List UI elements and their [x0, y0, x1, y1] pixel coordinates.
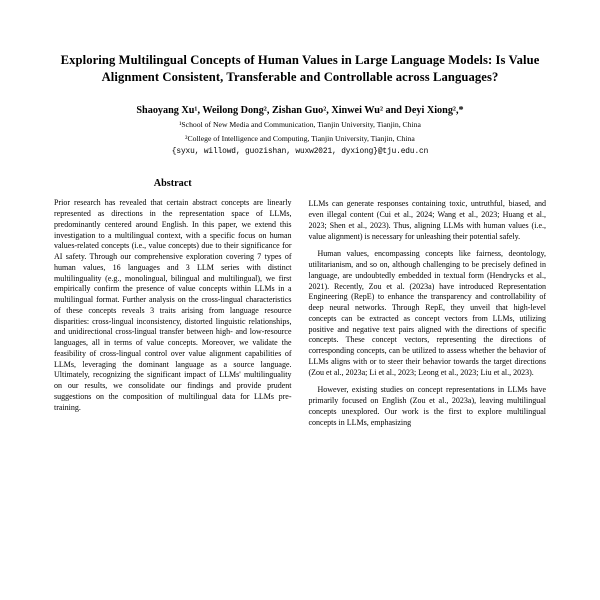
body-columns	[54, 178, 546, 435]
author-emails: {syxu, willowd, guozishan, wuxw2021, dyxiong}@tju.edu.cn	[171, 148, 429, 157]
abstract-paragraph: Prior research has revealed that certain abstract concepts are linearly represented as directions in the representation space of LLMs, predominantly centered around English. In this paper, we extend this investigation to a multilingual context, with a specific focus on human values-related concepts (i.e., value concepts) due to their significance for AI safety. Through our comprehensive exploration covering 7 types of human values, 16 languages and 3 LLM series with distinct multilinguality (e.g., monolingual, bilingual and multilingual), we first empirically confirm the presence of value concepts within LLMs in a multilingual format. Further analysis on the cross-lingual characteristics of these concepts reveals 3 traits arising from language resource disparities: cross-lingual inconsistency, distorted linguistic relationships, and unidirectional cross-lingual transfer between high- and low-resource languages, all in terms of value concepts. Moreover, we validate the feasibility of cross-lingual control over value alignment capabilities of LLMs, leveraging the dominant language as a source language. Ultimately, recognizing the significant impact of LLMs' multilinguality on our results, we consolidate our findings and provide prudent suggestions on the composition of multilingual data for LLMs pre-training.	[54, 198, 292, 412]
intro-paragraph-3: However, existing studies on concept representations in LLMs have primarily focused on English (Zou et al., 2023a), leaving multilingual concepts unexplored. Our work is the first to explore multilingual concepts in LLMs, emphasizing	[308, 385, 546, 427]
intro-paragraph-1: LLMs can generate responses containing toxic, untruthful, biased, and even illegal content (Cui et al., 2024; Wang et al., 2023; Huang et al., 2023; Shen et al., 2023). Thus, aligning LLMs with human values (i.e., value alignment) is necessary for unleashing their potential safely.	[308, 199, 546, 241]
affiliation-1: ¹School of New Media and Communication, Tianjin University, Tianjin, China	[179, 120, 421, 130]
affiliation-2: ²College of Intelligence and Computing, Tianjin University, Tianjin, China	[185, 134, 415, 144]
abstract-heading: Abstract	[153, 178, 192, 190]
page-title: Exploring Multilingual Concepts of Human Values in Large Language Models: Is Value Alignment Consistent, Transferable and Controllable across Languages?	[60, 53, 540, 84]
authors-text: Shaoyang Xu¹, Weilong Dong², Zishan Guo², Xinwei Wu² and Deyi Xiong²,*	[136, 105, 464, 117]
left-column	[54, 178, 292, 435]
authors-line	[54, 104, 546, 117]
right-column	[309, 178, 547, 435]
intro-paragraph-2: Human values, encompassing concepts like fairness, deontology, utilitarianism, and so on, although challenging to be precisely defined in language, are undoubtedly embedded in textual form (Hendrycks et al., 2021). Recently, Zou et al. (2023a) have introduced Representation Engineering (RepE) to enhance the transparency and controllability of deep neural networks. Through RepE, they unveil that high-level concepts can be extracted as concept vectors from LLMs, utilizing positive and negative text pairs aligned with the directions of specific concepts. These concept vectors, representing the directions of corresponding concepts, can be utilized to assess whether the behavior of LLMs aligns with or to steer their behavior towards the target directions (Zou et al., 2023a; Li et al., 2023; Leong et al., 2023; Liu et al., 2023).	[308, 249, 546, 377]
column-top-spacer	[309, 178, 547, 199]
